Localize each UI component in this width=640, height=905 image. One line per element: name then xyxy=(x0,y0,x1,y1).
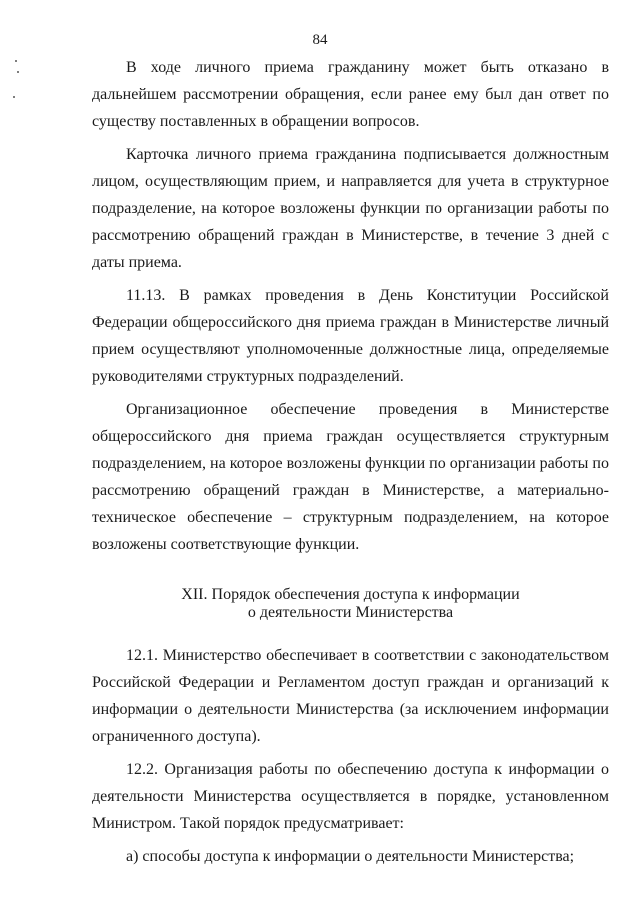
scan-mark xyxy=(15,60,17,62)
document-body xyxy=(92,54,609,876)
paragraph: а) способы доступа к информации о деятельности Министерства; xyxy=(126,848,575,865)
paragraph: Карточка личного приема гражданина подписывается должностным лицом, осуществляющим прием, и направляется для учета в структурное подразделение, на которое возложены функции по организации работы по рассмотрению обращений граждан в Министерстве, в течение 3 дней с даты приема. xyxy=(92,146,609,271)
section-heading-line: XII. Порядок обеспечения доступа к информации xyxy=(181,586,520,603)
scan-mark xyxy=(13,96,15,98)
paragraph: Организационное обеспечение проведения в Министерстве общероссийского дня приема граждан осуществляется структурным подразделением, на которое возложены функции по организации работы по рассмотрению обращений граждан в Министерстве, а материально-техническое обеспечение – структурным подразделением, на которое возложены соответствующие функции. xyxy=(92,401,609,553)
section-heading-line: о деятельности Министерства xyxy=(247,604,454,621)
scan-mark xyxy=(17,71,19,73)
paragraph: 12.2. Организация работы по обеспечению доступа к информации о деятельности Министерства осуществляется в порядке, установленном Министром. Такой порядок предусматривает: xyxy=(92,761,609,832)
paragraph: 11.13. В рамках проведения в День Конституции Российской Федерации общероссийского дня приема граждан в Министерстве личный прием осуществляют уполномоченные должностные лица, определяемые руководителями структурных подразделений. xyxy=(92,287,609,385)
section-heading xyxy=(92,586,609,622)
paragraph: В ходе личного приема гражданину может быть отказано в дальнейшем рассмотрении обращения, если ранее ему был дан ответ по существу поставленных в обращении вопросов. xyxy=(92,59,609,130)
paragraph: 12.1. Министерство обеспечивает в соответствии с законодательством Российской Федерации и Регламентом доступ граждан и организаций к информации о деятельности Министерства (за исключением информации ограниченного доступа). xyxy=(92,647,609,745)
page-number: 84 xyxy=(312,32,328,48)
